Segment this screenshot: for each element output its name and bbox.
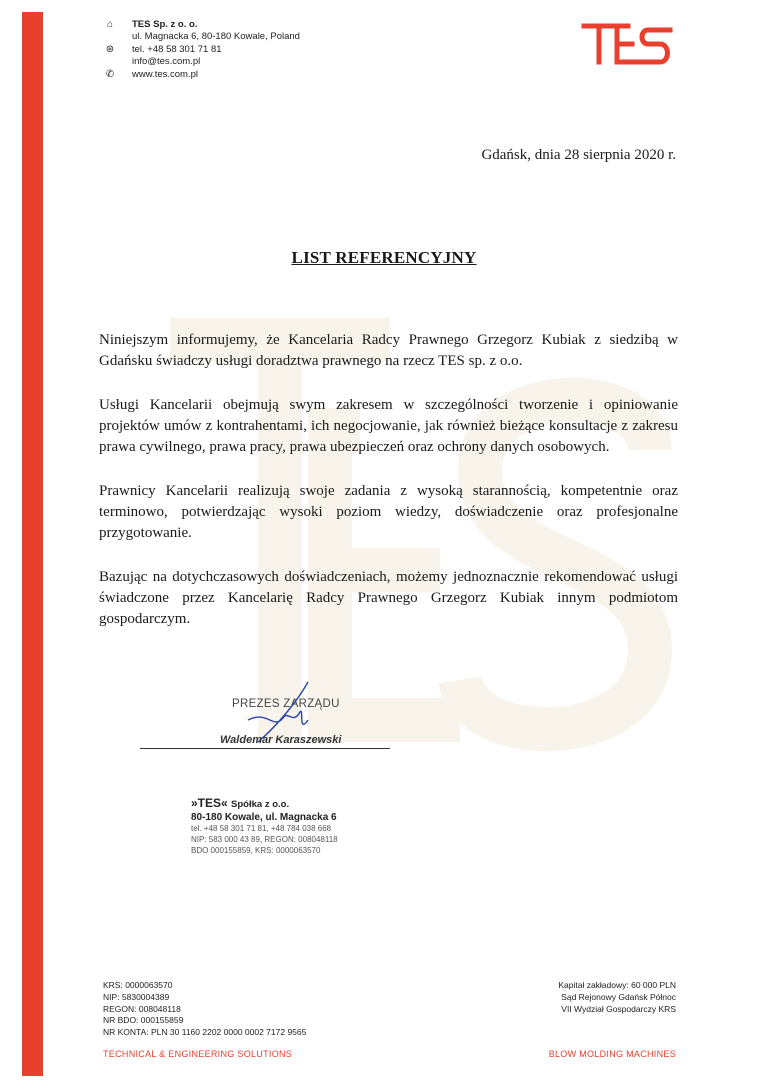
phone-icon: ✆ <box>105 68 115 80</box>
footer-line: Sąd Rejonowy Gdańsk Północ <box>561 991 676 1002</box>
footer-line: NR BDO: 000155859 <box>103 1015 184 1026</box>
stamp-ids: NIP: 583 000 43 89, REGON: 008048118 <box>191 835 338 844</box>
company-website: www.tes.com.pl <box>132 68 198 80</box>
company-name: TES Sp. z o. o. <box>132 19 198 30</box>
footer-tagline-right: BLOW MOLDING MACHINES <box>548 1049 676 1059</box>
stamp-phones: tel. +48 58 301 71 81, +48 784 038 668 <box>191 824 332 833</box>
footer-tagline-left: TECHNICAL & ENGINEERING SOLUTIONS <box>103 1049 293 1059</box>
paragraph: Bazując na dotychczasowych doświadczeniach, możemy jednoznacznie rekomendować usługi świadczone przez Kancelarię Radcy Prawnego Grzegorz Kubiak innym podmiotom gospodarczym. <box>99 569 678 627</box>
company-email: info@tes.com.pl <box>132 56 201 68</box>
contact-row-company <box>103 19 300 31</box>
footer-line: NR KONTA: PLN 30 1160 2202 0000 0002 7172 9565 <box>103 1027 307 1038</box>
home-icon: ⌂ <box>106 19 114 30</box>
paragraph: Usługi Kancelarii obejmują swym zakresem w szczególności tworzenie i opiniowanie projektów umów z kontrahentami, ich negocjowanie, jak również bieżące konsultacje z zakresu prawa cywilnego, prawa pracy, prawa ubezpieczeń oraz ochrony danych osobowych. <box>99 397 678 455</box>
footer-line: REGON: 008048118 <box>103 1003 181 1014</box>
contact-row-address <box>103 31 300 43</box>
company-phone: tel. +48 58 301 71 81 <box>132 43 222 55</box>
signature-line <box>140 748 390 749</box>
stamp-company-name: »TES« <box>191 796 228 810</box>
stamp-company <box>191 796 371 810</box>
footer-line: VII Wydział Gospodarczy KRS <box>561 1003 676 1014</box>
company-address: ul. Magnacka 6, 80-180 Kowale, Poland <box>132 31 300 43</box>
globe-icon: ⊛ <box>105 43 115 55</box>
company-stamp <box>191 796 371 856</box>
footer-capital-info <box>558 980 676 1015</box>
company-contact-block <box>103 19 300 81</box>
stamp-address: 80-180 Kowale, ul. Magnacka 6 <box>191 812 337 823</box>
signatory-name: Waldemar Karaszewski <box>220 734 342 746</box>
footer-line: NIP: 5830004389 <box>103 991 170 1002</box>
letter-body <box>99 330 678 653</box>
paragraph: Niniejszym informujemy, że Kancelaria Radcy Prawnego Grzegorz Kubiak z siedzibą w Gdańsku świadczy usługi doradztwa prawnego na rzecz TES sp. z o.o. <box>99 332 678 369</box>
red-margin-bar <box>22 12 43 1076</box>
footer-line: Kapitał zakładowy: 60 000 PLN <box>558 980 676 990</box>
footer-line: KRS: 0000063570 <box>103 980 173 990</box>
stamp-registry: BDO 000155859, KRS: 0000063570 <box>191 846 321 855</box>
contact-row-website <box>103 69 300 81</box>
footer-registry-info <box>103 980 306 1039</box>
paragraph: Prawnicy Kancelarii realizują swoje zadania z wysoką starannością, kompetentnie oraz terminowo, potwierdzając wysoki poziom wiedzy, doświadczenie oraz profesjonalne przygotowanie. <box>99 483 678 541</box>
contact-row-email <box>103 56 300 68</box>
signatory-role: PREZES ZARZĄDU <box>232 698 340 710</box>
signature-block <box>140 690 400 760</box>
stamp-company-suffix: Spółka z o.o. <box>231 799 290 810</box>
letter-date: Gdańsk, dnia 28 sierpnia 2020 r. <box>481 147 676 163</box>
contact-row-phone <box>103 44 300 56</box>
letter-title: LIST REFERENCYJNY <box>291 248 477 267</box>
tes-logo <box>580 22 675 66</box>
